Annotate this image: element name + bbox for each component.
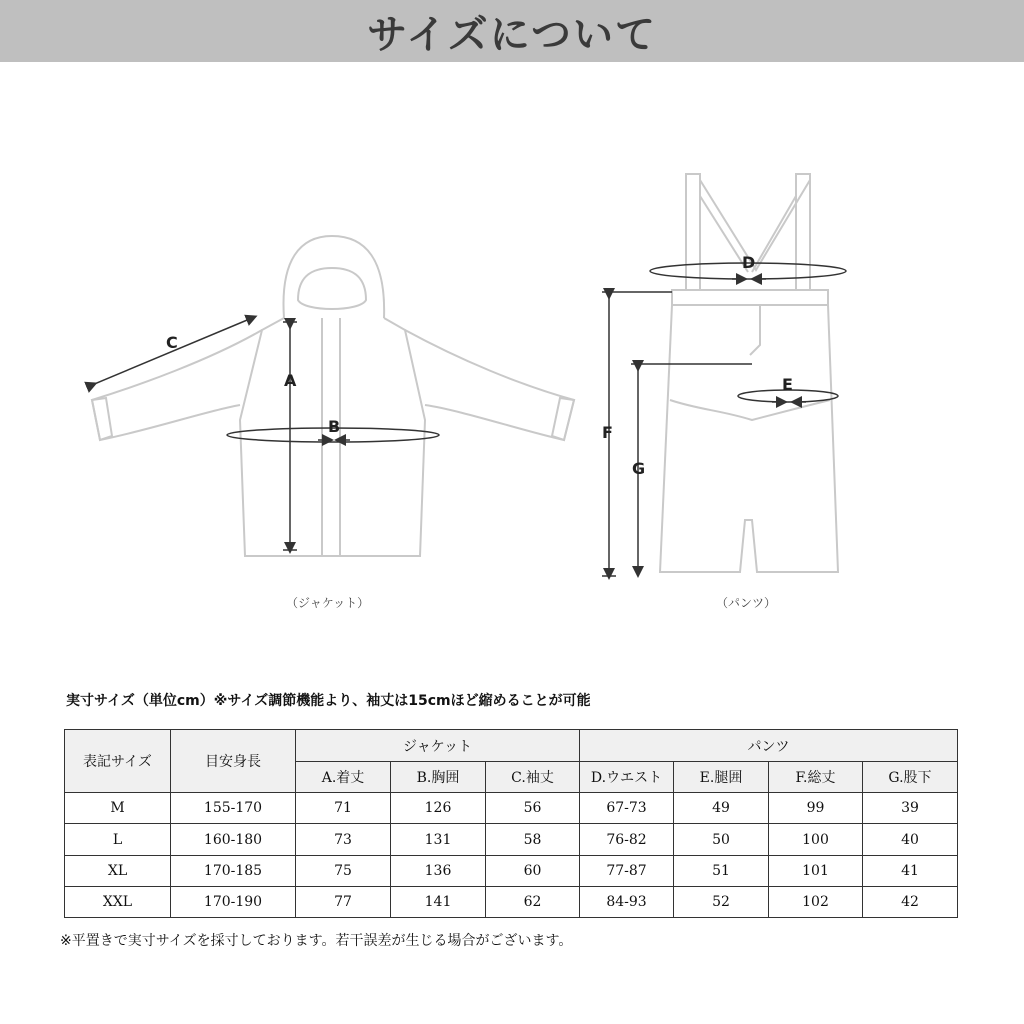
cell: 51 bbox=[674, 855, 769, 886]
cell: 71 bbox=[296, 793, 391, 824]
label-f: F bbox=[602, 423, 613, 442]
header-f: F.総丈 bbox=[769, 762, 863, 793]
header-banner bbox=[0, 0, 1024, 62]
cell: 49 bbox=[674, 793, 769, 824]
cell: 42 bbox=[863, 886, 958, 917]
header-pants: パンツ bbox=[580, 730, 958, 762]
size-table-heading: 実寸サイズ（単位cm）※サイズ調節機能より、袖丈は15cmほど縮めることが可能 bbox=[66, 693, 591, 709]
cell: 75 bbox=[296, 855, 391, 886]
pants-illustration bbox=[660, 174, 838, 572]
header-a: A.着丈 bbox=[296, 762, 391, 793]
cell: 60 bbox=[486, 855, 580, 886]
cell: 62 bbox=[486, 886, 580, 917]
table-row bbox=[65, 793, 958, 824]
table-row bbox=[65, 824, 958, 855]
cell: 41 bbox=[863, 855, 958, 886]
cell: 102 bbox=[769, 886, 863, 917]
row-height: 170-185 bbox=[171, 855, 296, 886]
cell: 99 bbox=[769, 793, 863, 824]
cell: 50 bbox=[674, 824, 769, 855]
cell: 58 bbox=[486, 824, 580, 855]
label-c: C bbox=[166, 333, 178, 352]
cell: 52 bbox=[674, 886, 769, 917]
cell: 100 bbox=[769, 824, 863, 855]
cell: 39 bbox=[863, 793, 958, 824]
label-d: D bbox=[742, 253, 756, 272]
cell: 56 bbox=[486, 793, 580, 824]
cell: 40 bbox=[863, 824, 958, 855]
row-height: 160-180 bbox=[171, 824, 296, 855]
table-row bbox=[65, 855, 958, 886]
table-row bbox=[65, 886, 958, 917]
row-height: 155-170 bbox=[171, 793, 296, 824]
cell: 131 bbox=[391, 824, 486, 855]
row-height: 170-190 bbox=[171, 886, 296, 917]
page-title: サイズについて bbox=[367, 11, 657, 58]
header-c: C.袖丈 bbox=[486, 762, 580, 793]
measurement-markers bbox=[92, 263, 846, 576]
size-table bbox=[64, 729, 958, 918]
cell: 126 bbox=[391, 793, 486, 824]
header-height: 目安身長 bbox=[171, 730, 296, 793]
cell: 101 bbox=[769, 855, 863, 886]
header-g: G.股下 bbox=[863, 762, 958, 793]
pants-caption: （パンツ） bbox=[716, 596, 777, 610]
cell: 76-82 bbox=[580, 824, 674, 855]
cell: 136 bbox=[391, 855, 486, 886]
row-size: XXL bbox=[65, 886, 171, 917]
header-e: E.腿囲 bbox=[674, 762, 769, 793]
label-g: G bbox=[632, 459, 646, 478]
cell: 73 bbox=[296, 824, 391, 855]
header-size: 表記サイズ bbox=[65, 730, 171, 793]
jacket-illustration bbox=[92, 236, 574, 556]
size-diagram bbox=[0, 62, 1024, 662]
cell: 141 bbox=[391, 886, 486, 917]
cell: 67-73 bbox=[580, 793, 674, 824]
footnote: ※平置きで実寸サイズを採寸しております。若干誤差が生じる場合がございます。 bbox=[60, 933, 573, 949]
header-d: D.ウエスト bbox=[580, 762, 674, 793]
cell: 77 bbox=[296, 886, 391, 917]
row-size: M bbox=[65, 793, 171, 824]
garment-illustration bbox=[0, 62, 1024, 662]
label-e: E bbox=[782, 375, 793, 394]
label-a: A bbox=[284, 371, 297, 390]
header-jacket: ジャケット bbox=[296, 730, 580, 762]
header-b: B.胸囲 bbox=[391, 762, 486, 793]
cell: 84-93 bbox=[580, 886, 674, 917]
row-size: L bbox=[65, 824, 171, 855]
row-size: XL bbox=[65, 855, 171, 886]
jacket-caption: （ジャケット） bbox=[286, 596, 370, 610]
label-b: B bbox=[328, 417, 341, 436]
cell: 77-87 bbox=[580, 855, 674, 886]
